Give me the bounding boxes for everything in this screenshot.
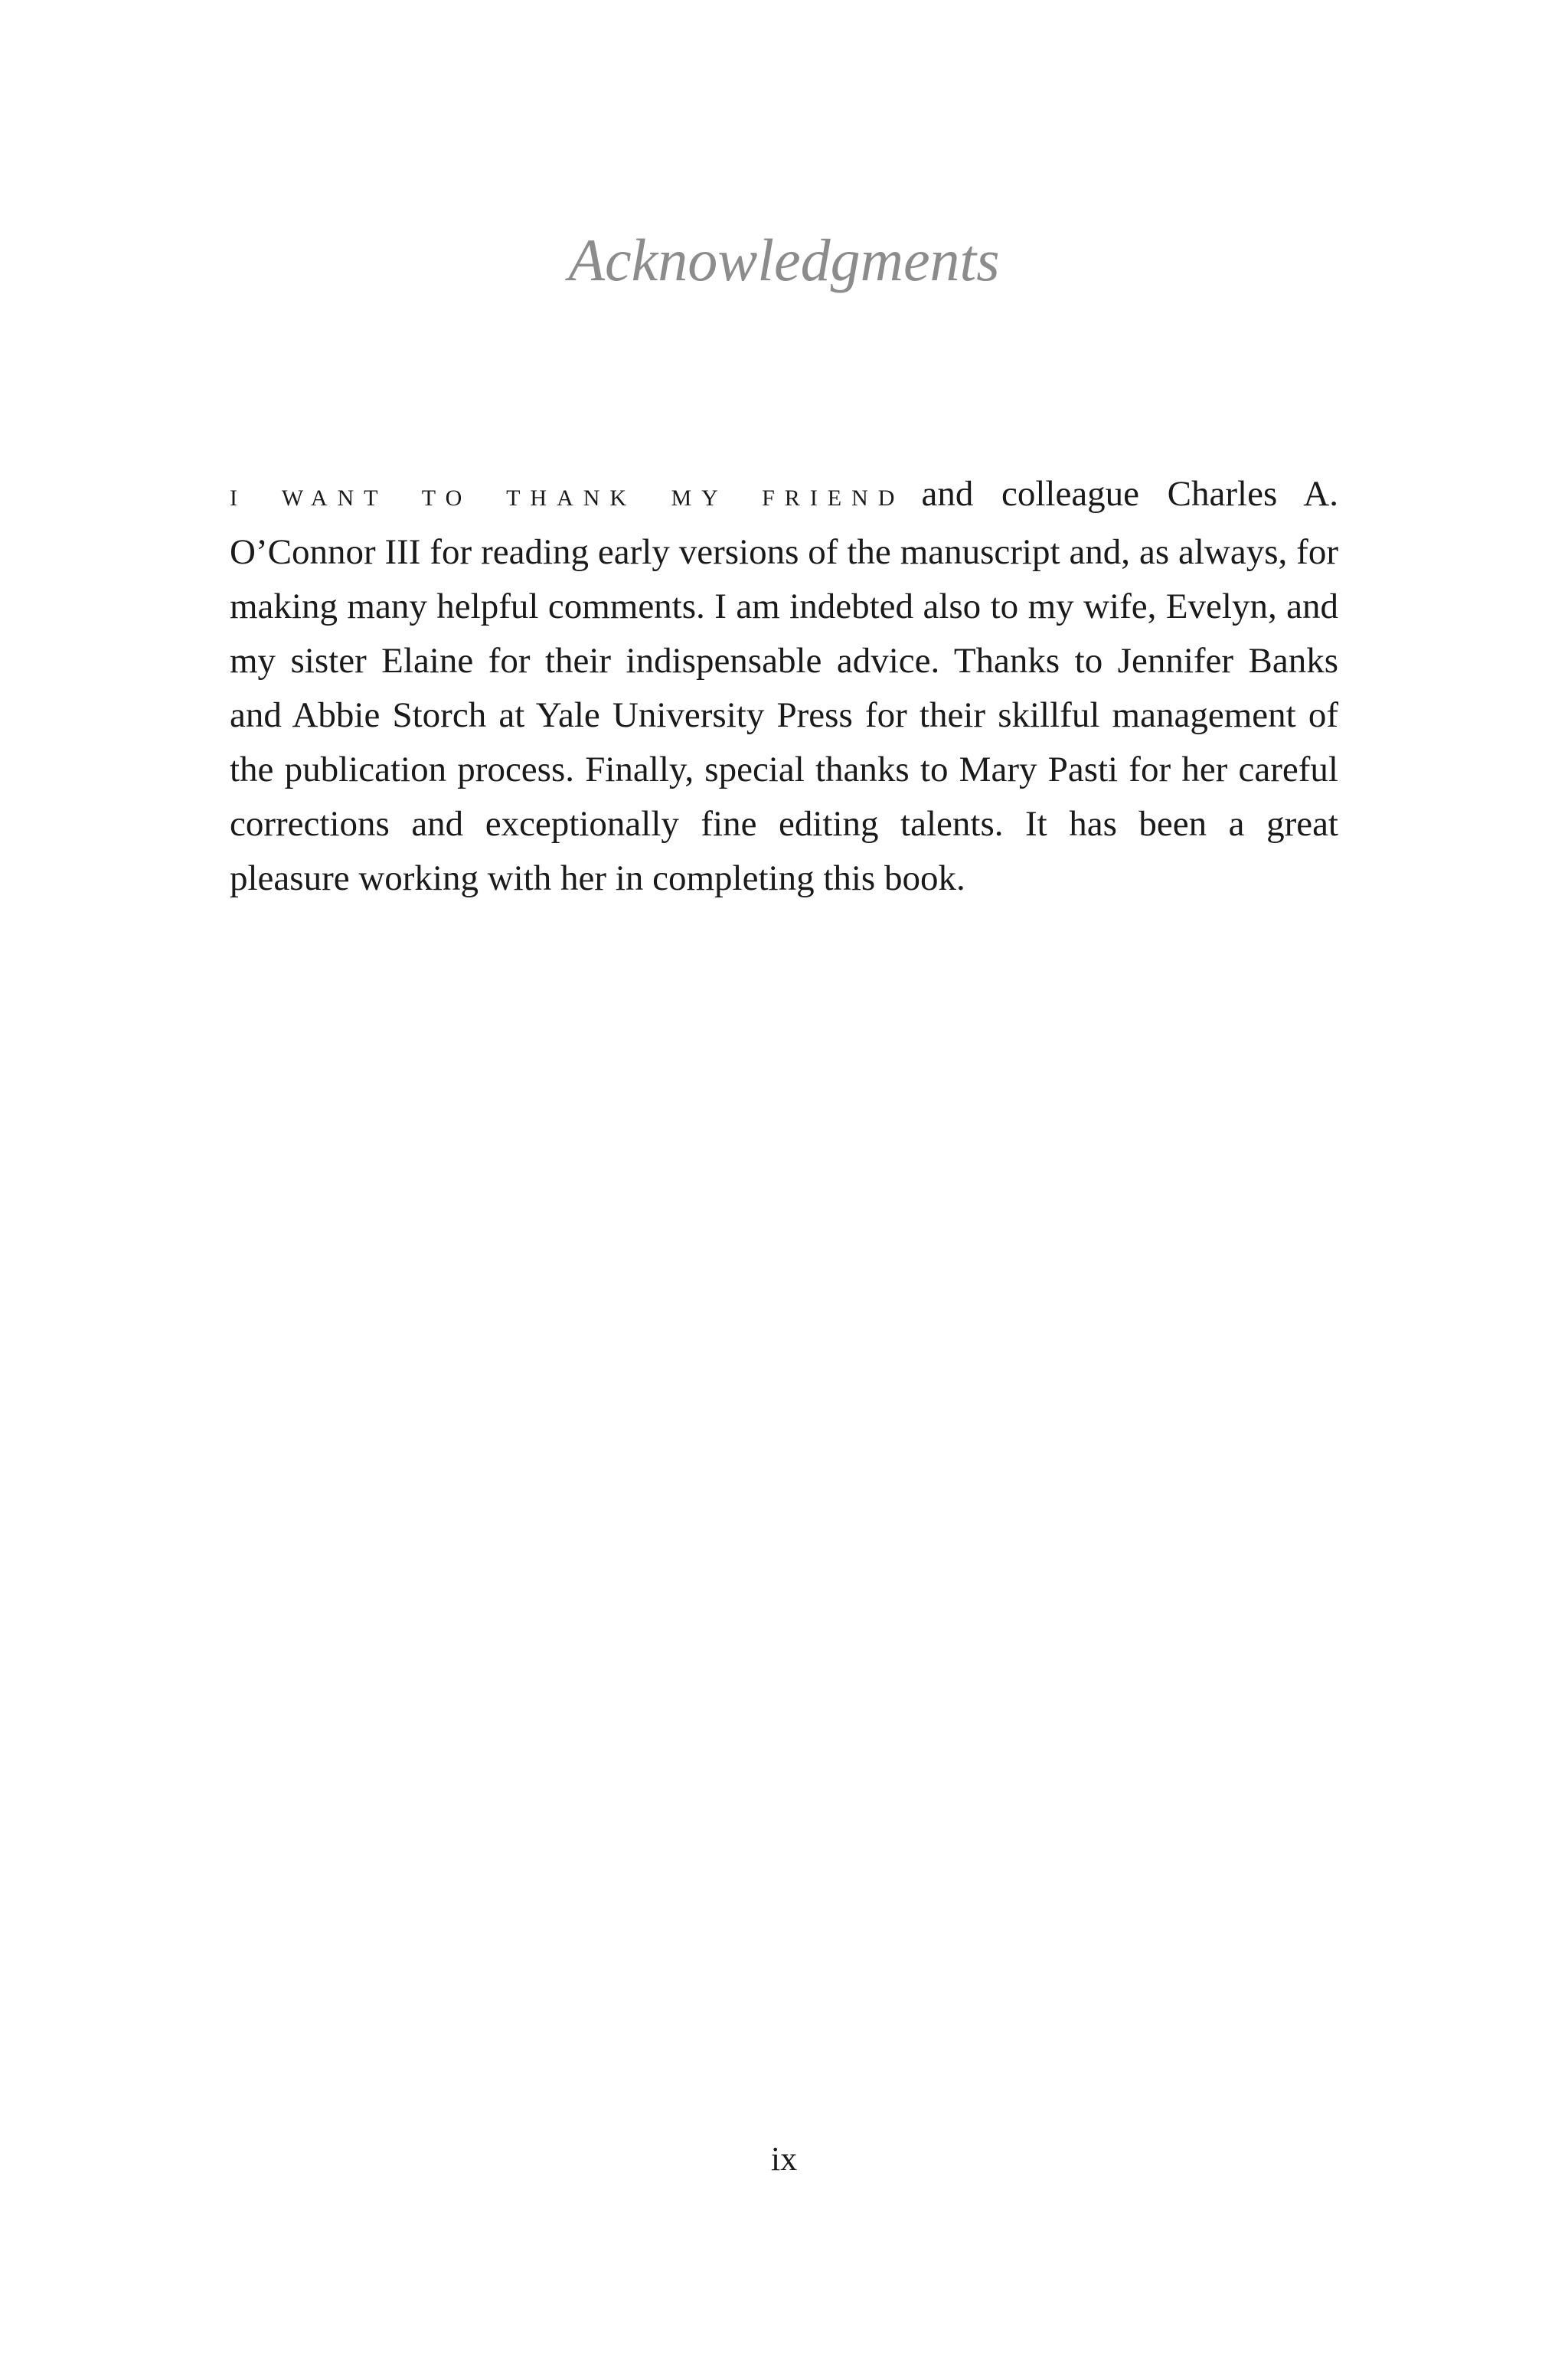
page-title: Acknowledgments — [568, 227, 1000, 293]
page-number: ix — [770, 2140, 798, 2178]
acknowledgments-paragraph — [230, 467, 1338, 906]
opening-smallcaps: I WANT TO THANK MY FRIEND — [230, 485, 905, 511]
paragraph-body: and colleague Charles A. O’Connor III for reading early versions of the manuscript and, as always, for making many helpful comments. I am indebted also to my wife, Evelyn, and my sister Elaine for their indispensable advice. Thanks to Jennifer Banks and Abbie Storch at Yale University Press for their skillful management of the publication process. Finally, special thanks to Mary Pasti for her careful corrections and exceptionally fine editing talents. It has been a great pleasure working with her in completing this book. — [230, 474, 1339, 898]
